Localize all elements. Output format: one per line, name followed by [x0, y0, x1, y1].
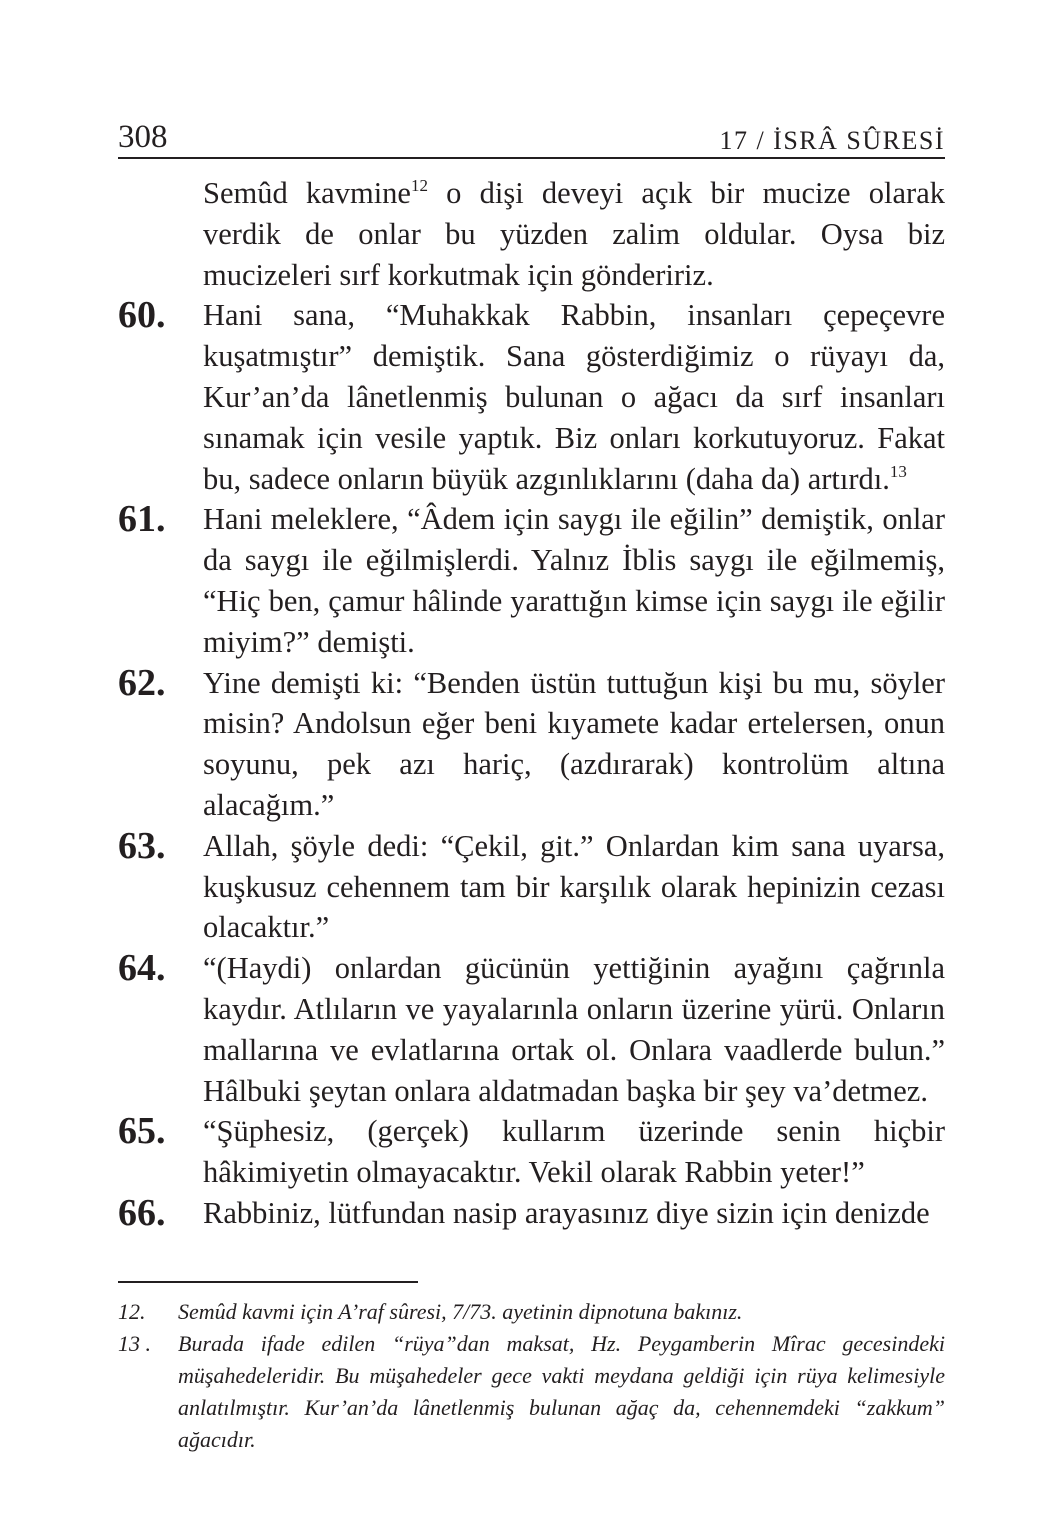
footnote-ref-13: 13: [889, 461, 907, 481]
intro-paragraph: [118, 173, 945, 295]
footnote-text: Burada ifade edilen “rüya”dan maksat, Hz. Peygamberin Mîrac gecesindeki müşahedeleridir. Bu müşahedeler gece vakti meydana geldiği için rüya kelimesiyle anlatılmıştır. Kur’an’da lânetlenmiş bulunan ağaç da, cehennemdeki “zakkum” ağacıdır.: [178, 1331, 945, 1452]
footnote-ref-12: 12: [410, 176, 428, 195]
verse-number: 64.: [118, 947, 166, 990]
verse-63: [118, 826, 945, 948]
running-head: 17 / İSRÂ SÛRESİ: [719, 126, 945, 155]
footnote-12: [118, 1296, 945, 1328]
verse-64: [118, 948, 945, 1111]
footnote-rule: [118, 1281, 418, 1283]
verse-61: [118, 499, 945, 662]
verse-60: [118, 295, 945, 499]
verse-text: Hani meleklere, “Âdem için saygı ile eğilin” demiştik, onlar da saygı ile eğilmişlerdi. Yalnız İblis saygı ile eğilmemiş, “Hiç ben, çamur hâlinde yarattığın kimse için saygı ile eğilir miyim?” demişti.: [203, 502, 945, 659]
intro-text-before: Semûd kavmine: [203, 176, 411, 210]
footnote-number: 13 .: [118, 1331, 151, 1356]
verse-text: “Şüphesiz, (gerçek) kullarım üzerinde senin hiçbir hâkimiyetin olmayacaktır. Vekil olarak Rabbin yeter!”: [203, 1114, 945, 1190]
verse-number: 65.: [118, 1110, 166, 1153]
header-rule: [118, 157, 945, 159]
page-number: 308: [118, 119, 168, 155]
footnote-13: [118, 1328, 945, 1456]
verse-number: 61.: [118, 498, 166, 541]
verse-text: “(Haydi) onlardan gücünün yettiğinin ayağını çağrınla kaydır. Atlıların ve yayalarınla onların üzerine yürü. Onların mallarına ve evlatlarına ortak ol. Onlara vaadlerde bulun.” Hâlbuki şeytan onlara aldatmadan başka bir şey va’detmez.: [203, 951, 945, 1108]
verse-65: [118, 1111, 945, 1193]
intro-text-after: o dişi deveyi açık bir mucize olarak verdik de onlar bu yüzden zalim oldular. Oysa biz mucizeleri sırf korkutmak için göndeririz.: [203, 176, 946, 292]
body-text: [118, 173, 945, 1234]
footnotes: [118, 1296, 945, 1456]
verse-text: Yine demişti ki: “Benden üstün tuttuğun kişi bu mu, söyler misin? Andolsun eğer beni kıyamete kadar ertelersen, onun soyunu, pek azı hariç, (azdırarak) kontrolüm altına alacağım.”: [203, 665, 945, 822]
verse-number: 60.: [118, 294, 166, 337]
footnote-number: 12.: [118, 1299, 146, 1324]
verse-number: 62.: [118, 661, 166, 704]
verse-text: Rabbiniz, lütfundan nasip arayasınız diye sizin için denizde: [203, 1195, 930, 1230]
verse-text: Allah, şöyle dedi: “Çekil, git.” Onlardan kim sana uyarsa, kuşkusuz cehennem tam bir karşılık olarak hepinizin cezası olacaktır.”: [203, 828, 945, 945]
footnote-text: Semûd kavmi için A’raf sûresi, 7/73. ayetinin dipnotuna bakınız.: [178, 1299, 743, 1324]
verse-62: [118, 663, 945, 826]
verse-text: Hani sana, “Muhakkak Rabbin, insanları çepeçevre kuşatmıştır” demiştik. Sana gösterdiğimiz o rüyayı da, Kur’an’da lânetlenmiş bulunan o ağacı da sırf insanları sınamak için vesile yaptık. Biz onları korkutuyoruz. Fakat bu, sadece onların büyük azgınlıklarını (daha da) artırdı.: [203, 298, 945, 496]
verse-number: 63.: [118, 824, 166, 867]
verse-66: [118, 1193, 945, 1234]
verse-number: 66.: [118, 1191, 166, 1234]
